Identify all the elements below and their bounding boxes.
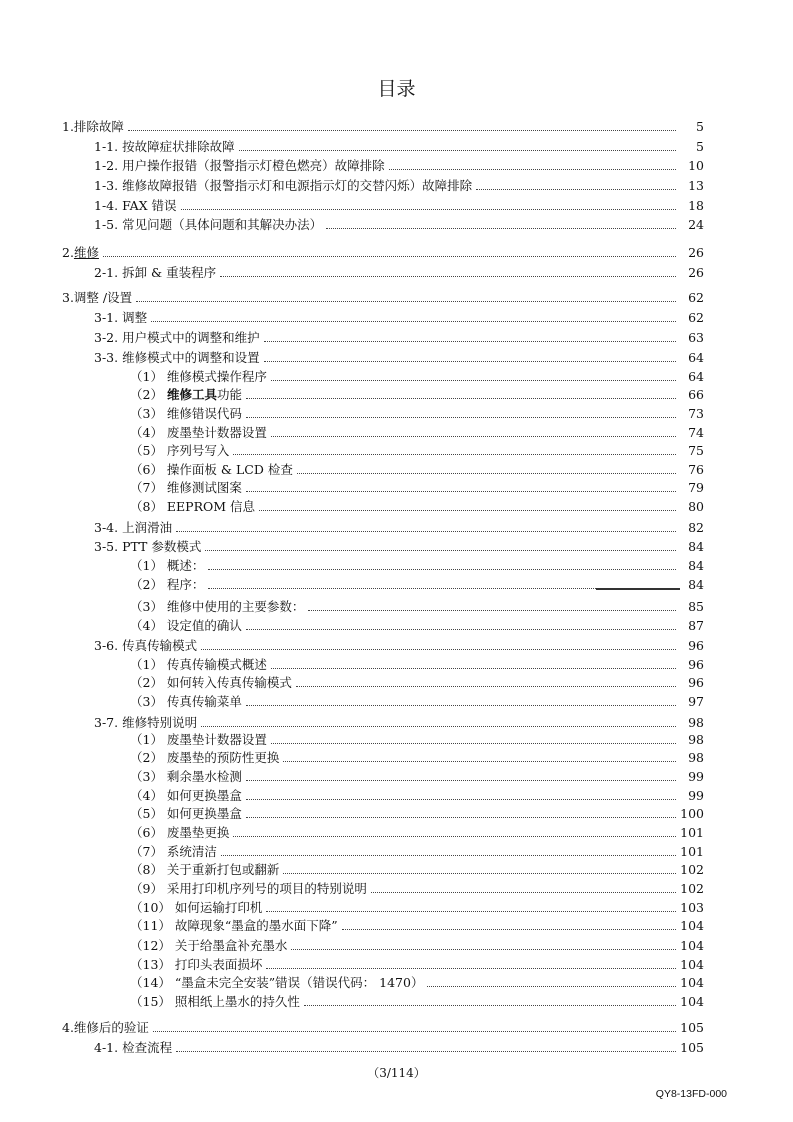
toc-entry-page: 104	[680, 975, 704, 990]
toc-entry-page: 5	[696, 139, 704, 154]
dot-leader	[296, 686, 676, 687]
toc-entry-label: （4） 设定值的确认	[130, 618, 242, 633]
dot-leader	[246, 629, 676, 630]
toc-entry-page: 85	[688, 599, 704, 614]
toc-entry[interactable]	[94, 177, 704, 195]
toc-entry-label: 3-5. PTT 参数模式	[94, 539, 202, 554]
toc-entry-label: （1） 维修模式操作程序	[130, 369, 267, 384]
toc-entry-page: 10	[688, 158, 704, 173]
toc-entry[interactable]	[94, 138, 704, 156]
toc-entry[interactable]	[130, 424, 704, 442]
toc-entry[interactable]	[130, 368, 704, 386]
toc-entry[interactable]	[94, 1039, 704, 1057]
toc-entry-label: 1-3. 维修故障报错（报警指示灯和电源指示灯的交替闪烁）故障排除	[94, 178, 473, 193]
toc-entry-label: 1-1. 按故障症状排除故障	[94, 139, 235, 154]
toc-entry-label: （3） 维修中使用的主要参数：	[130, 599, 305, 614]
toc-entry-label: （11） 故障现象“墨盒的墨水面下降”	[130, 918, 338, 933]
dot-leader	[208, 569, 676, 570]
toc-entry-label: （4） 废墨垫计数器设置	[130, 425, 267, 440]
toc-entry-page: 76	[688, 462, 704, 477]
toc-entry-label: 3-7. 维修特别说明	[94, 715, 198, 730]
toc-entry-page: 64	[688, 369, 704, 384]
dot-leader	[308, 610, 676, 611]
toc-entry-page: 64	[688, 350, 704, 365]
toc-entry-label: 4-1. 检查流程	[94, 1040, 173, 1055]
toc-entry-page: 103	[680, 900, 704, 915]
toc-entry-page: 13	[688, 178, 704, 193]
toc-entry-page: 104	[680, 994, 704, 1009]
toc-entry-page: 26	[688, 245, 704, 260]
toc-entry-page: 98	[688, 750, 704, 765]
toc-entry-page: 99	[688, 769, 704, 784]
toc-entry-label: 3-2. 用户模式中的调整和维护	[94, 330, 260, 345]
dot-leader	[246, 417, 676, 418]
toc-entry[interactable]	[130, 880, 704, 898]
toc-entry-page: 66	[688, 387, 704, 402]
toc-entry-page: 105	[680, 1040, 704, 1055]
dot-leader	[283, 873, 676, 874]
dot-leader	[176, 1051, 676, 1052]
toc-entry-page: 98	[688, 732, 704, 747]
toc-entry-page: 102	[680, 881, 704, 896]
toc-entry-label: （13） 打印头表面损坏	[130, 957, 263, 972]
toc-entry[interactable]	[130, 899, 704, 917]
toc-entry[interactable]	[130, 974, 704, 992]
dot-leader	[220, 276, 676, 277]
dot-leader	[181, 209, 676, 210]
toc-entry[interactable]	[130, 598, 704, 616]
toc-entry[interactable]	[130, 768, 704, 786]
dot-leader	[271, 436, 676, 437]
toc-entry[interactable]	[62, 1019, 704, 1037]
toc-entry-page: 79	[688, 480, 704, 495]
dot-leader	[266, 911, 676, 912]
toc-entry[interactable]	[130, 956, 704, 974]
toc-entry-label: （15） 照相纸上墨水的持久性	[130, 994, 300, 1009]
toc-entry-label: （1） 传真传输模式概述	[130, 657, 267, 672]
toc-entry-label: 2.维修	[62, 245, 99, 260]
toc-entry-label: 3-1. 调整	[94, 310, 148, 325]
toc-entry-label: （6） 废墨垫更换	[130, 825, 230, 840]
dot-leader	[297, 473, 676, 474]
toc-entry[interactable]	[130, 674, 704, 692]
dot-leader	[103, 256, 676, 257]
toc-entry[interactable]	[94, 329, 704, 347]
toc-entry-page: 82	[688, 520, 704, 535]
toc-entry-page: 104	[680, 938, 704, 953]
toc-entry-page: 84	[688, 539, 704, 554]
toc-entry[interactable]	[130, 693, 704, 711]
dot-leader	[246, 799, 676, 800]
toc-entry-label: （2） 维修工具功能	[130, 387, 242, 402]
dot-leader	[153, 1031, 676, 1032]
toc-entry-page: 96	[688, 657, 704, 672]
dot-leader	[283, 761, 676, 762]
toc-entry[interactable]	[130, 405, 704, 423]
toc-entry-page: 96	[688, 675, 704, 690]
toc-entry-label: 3.调整 /设置	[62, 290, 133, 305]
toc-entry-page: 96	[688, 638, 704, 653]
toc-entry-page: 80	[688, 499, 704, 514]
dot-leader	[246, 817, 676, 818]
toc-entry[interactable]	[130, 993, 704, 1011]
toc-entry[interactable]	[130, 442, 704, 460]
toc-entry-label: 3-3. 维修模式中的调整和设置	[94, 350, 260, 365]
toc-entry-page: 26	[688, 265, 704, 280]
page-title: 目录	[377, 78, 416, 100]
toc-entry-page: 101	[680, 825, 704, 840]
dot-leader	[201, 726, 676, 727]
dot-leader	[151, 321, 676, 322]
toc-entry[interactable]	[94, 538, 704, 556]
toc-entry-label: （12） 关于给墨盒补充墨水	[130, 938, 288, 953]
toc-entry-page: 102	[680, 862, 704, 877]
toc-entry-page: 101	[680, 844, 704, 859]
dot-leader	[304, 1005, 676, 1006]
toc-entry-label: （7） 维修测试图案	[130, 480, 242, 495]
toc-entry-label: （8） EEPROM 信息	[130, 499, 256, 514]
dot-leader	[271, 743, 676, 744]
toc-entry-label: 1-2. 用户操作报错（报警指示灯橙色燃亮）故障排除	[94, 158, 385, 173]
toc-entry-label: （2） 如何转入传真传输模式	[130, 675, 292, 690]
toc-entry[interactable]	[62, 289, 704, 307]
scan-mark	[596, 588, 680, 590]
toc-entry-page: 98	[688, 715, 704, 730]
toc-entry-label: （7） 系统清洁	[130, 844, 217, 859]
toc-entry[interactable]	[62, 118, 704, 136]
toc-entry[interactable]	[130, 731, 704, 749]
toc-entry-page: 100	[680, 806, 704, 821]
toc-entry[interactable]	[94, 714, 704, 732]
toc-entry[interactable]	[130, 498, 704, 516]
dot-leader	[342, 929, 676, 930]
toc-entry-label: （8） 关于重新打包或翻新	[130, 862, 280, 877]
dot-leader	[201, 649, 676, 650]
toc-entry-page: 62	[688, 310, 704, 325]
page-indicator: （3/114）	[367, 1066, 426, 1080]
toc-entry[interactable]	[130, 805, 704, 823]
dot-leader	[326, 228, 676, 229]
toc-entry-page: 73	[688, 406, 704, 421]
toc-entry[interactable]	[130, 937, 704, 955]
dot-leader	[246, 780, 676, 781]
toc-entry-label: 1.排除故障	[62, 119, 124, 134]
toc-entry-label: 2-1. 拆卸 & 重装程序	[94, 265, 217, 280]
toc-entry-label: （10） 如何运输打印机	[130, 900, 263, 915]
toc-entry[interactable]	[130, 479, 704, 497]
toc-entry[interactable]	[130, 824, 704, 842]
toc-entry-page: 97	[688, 694, 704, 709]
dot-leader	[266, 968, 676, 969]
toc-entry-page: 84	[688, 558, 704, 573]
dot-leader	[291, 949, 676, 950]
document-code: QY8-13FD-000	[655, 1088, 727, 1100]
toc-entry[interactable]	[94, 216, 704, 234]
toc-entry-label: 3-6. 传真传输模式	[94, 638, 198, 653]
toc-entry[interactable]	[130, 461, 704, 479]
toc-entry-label: （9） 采用打印机序列号的项目的特别说明	[130, 881, 367, 896]
toc-entry-label: （2） 程序：	[130, 577, 205, 592]
dot-leader	[221, 855, 676, 856]
toc-entry[interactable]	[94, 519, 704, 537]
toc-entry[interactable]	[130, 917, 704, 935]
toc-entry-label: 4.维修后的验证	[62, 1020, 149, 1035]
toc-entry-page: 75	[688, 443, 704, 458]
dot-leader	[246, 705, 676, 706]
toc-entry-page: 74	[688, 425, 704, 440]
toc-entry-page: 104	[680, 918, 704, 933]
dot-leader	[136, 301, 676, 302]
toc-entry-label: （5） 序列号写入	[130, 443, 230, 458]
toc-entry-page: 99	[688, 788, 704, 803]
toc-entry-label: 1-5. 常见问题（具体问题和其解决办法）	[94, 217, 323, 232]
dot-leader	[205, 550, 676, 551]
dot-leader	[128, 130, 676, 131]
toc-entry-label: （5） 如何更换墨盒	[130, 806, 242, 821]
toc-entry[interactable]	[130, 576, 704, 594]
toc-entry[interactable]	[130, 861, 704, 879]
dot-leader	[389, 169, 676, 170]
toc-entry-page: 84	[688, 577, 704, 592]
toc-entry-label: 3-4. 上润滑油	[94, 520, 173, 535]
toc-entry-page: 63	[688, 330, 704, 345]
toc-entry-page: 62	[688, 290, 704, 305]
toc-entry[interactable]	[94, 197, 704, 215]
toc-entry-page: 87	[688, 618, 704, 633]
dot-leader	[233, 836, 676, 837]
toc-entry-label: （1） 废墨垫计数器设置	[130, 732, 267, 747]
toc-entry-page: 18	[688, 198, 704, 213]
toc-entry-label: （6） 操作面板 & LCD 检查	[130, 462, 293, 477]
toc-entry-label: （3） 剩余墨水检测	[130, 769, 242, 784]
toc-entry-label: （3） 维修错误代码	[130, 406, 242, 421]
dot-leader	[427, 986, 676, 987]
toc-entry-label: （1） 概述：	[130, 558, 205, 573]
toc-entry[interactable]	[130, 787, 704, 805]
toc-entry[interactable]	[130, 656, 704, 674]
dot-leader	[233, 454, 676, 455]
dot-leader	[259, 510, 676, 511]
dot-leader	[264, 361, 676, 362]
toc-entry[interactable]	[62, 244, 704, 262]
toc-entry-label: （2） 废墨垫的预防性更换	[130, 750, 280, 765]
toc-entry[interactable]	[130, 617, 704, 635]
dot-leader	[176, 531, 676, 532]
toc-entry[interactable]	[94, 157, 704, 175]
dot-leader	[239, 150, 676, 151]
toc-entry[interactable]	[130, 749, 704, 767]
dot-leader	[371, 892, 676, 893]
dot-leader	[264, 341, 676, 342]
toc-entry[interactable]	[130, 557, 704, 575]
toc-entry[interactable]	[130, 386, 704, 404]
toc-entry-page: 24	[688, 217, 704, 232]
dot-leader	[246, 491, 676, 492]
toc-entry-label: （14） “墨盒未完全安装”错误（错误代码： 1470）	[130, 975, 424, 990]
toc-entry-page: 105	[680, 1020, 704, 1035]
toc-entry-label: （4） 如何更换墨盒	[130, 788, 242, 803]
toc-entry[interactable]	[94, 264, 704, 282]
toc-entry-label: 1-4. FAX 错误	[94, 198, 177, 213]
toc-entry[interactable]	[94, 349, 704, 367]
dot-leader	[271, 668, 676, 669]
toc-entry-page: 104	[680, 957, 704, 972]
dot-leader	[246, 398, 676, 399]
dot-leader	[271, 380, 676, 381]
toc-entry[interactable]	[94, 309, 704, 327]
toc-entry[interactable]	[94, 637, 704, 655]
toc-entry-label: （3） 传真传输菜单	[130, 694, 242, 709]
dot-leader	[476, 189, 676, 190]
toc-entry-page: 5	[696, 119, 704, 134]
toc-entry[interactable]	[130, 843, 704, 861]
